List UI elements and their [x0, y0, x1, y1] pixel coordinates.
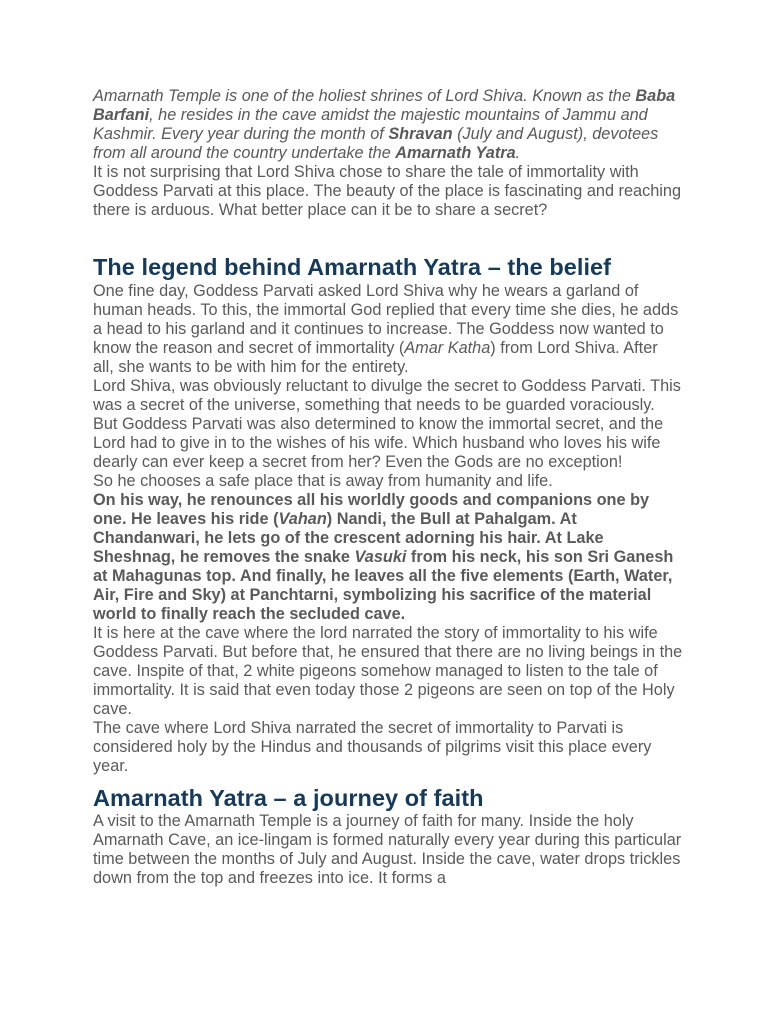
legend-p4-text-1: On his way, he renounces all his worldly goods and companions one by one. He leaves his ride ( [93, 491, 650, 528]
legend-p1-italic-amar-katha: Amar Katha [404, 339, 491, 357]
legend-paragraph-5: It is here at the cave where the lord narrated the story of immortality to his wife Goddess Parvati. But before that, he ensured that there are no living beings in the cave. Inspite of that, 2 white pigeons somehow managed to listen to the tale of immortality. It is said that even today those 2 pigeons are seen on top of the Holy cave. [93, 624, 683, 718]
intro-text-4: . [515, 144, 521, 162]
legend-p4-text-2: ) Nandi, the Bull at Pahalgam. At Chandanwari, he lets go of the crescent adorning his hair. At Lake Sheshnag, he removes the snake [93, 510, 604, 566]
legend-p4-text-3: from his neck, his son Sri Ganesh at Mahagunas top. And finally, he leaves all the five elements (Earth, Water, Air, Fire and Sky) at Panchtarni, symbolizing his sacrifice of the material world to finally reach the secluded cave. [93, 548, 674, 623]
legend-paragraph-journey [93, 491, 683, 624]
intro-text-3: (July and August), devotees from all around the country undertake the [93, 125, 659, 162]
section-heading-legend: The legend behind Amarnath Yatra – the belief [93, 254, 612, 280]
legend-p1-text-1: One fine day, Goddess Parvati asked Lord Shiva why he wears a garland of human heads. To this, the immortal God replied that every time she dies, he adds a head to his garland and it continues to increase. The Goddess now wanted to know the reason and secret of immortality ( [93, 282, 679, 357]
intro-bold-baba-barfani: Baba Barfani [93, 87, 676, 124]
legend-paragraph-3: So he chooses a safe place that is away from humanity and life. [93, 472, 553, 490]
intro-paragraph [93, 87, 683, 163]
section-heading-journey-of-faith: Amarnath Yatra – a journey of faith [93, 785, 484, 811]
intro-paragraph-2: It is not surprising that Lord Shiva chose to share the tale of immortality with Goddess Parvati at this place. The beauty of the place is fascinating and reaching there is arduous. What better place can it be to share a secret? [93, 163, 681, 219]
legend-paragraph-6: The cave where Lord Shiva narrated the secret of immortality to Parvati is considered holy by the Hindus and thousands of pilgrims visit this place every year. [93, 719, 652, 775]
legend-p4-italic-vahan: Vahan [278, 510, 327, 528]
intro-bold-amarnath-yatra: Amarnath Yatra [395, 144, 516, 162]
document-page [93, 87, 683, 888]
intro-text-2: , he resides in the cave amidst the majestic mountains of Jammu and Kashmir. Every year during the month of [93, 106, 648, 143]
legend-p1-text-2: ) from Lord Shiva. After all, she wants to be with him for the entirety. [93, 339, 658, 376]
intro-text-1: Amarnath Temple is one of the holiest shrines of Lord Shiva. Known as the [93, 87, 636, 105]
legend-p4-italic-vasuki: Vasuki [354, 548, 407, 566]
spacer [93, 220, 683, 239]
legend-paragraph-2: Lord Shiva, was obviously reluctant to divulge the secret to Goddess Parvati. This was a secret of the universe, something that needs to be guarded voraciously. But Goddess Parvati was also determined to know the immortal secret, and the Lord had to give in to the wishes of his wife. Which husband who loves his wife dearly can ever keep a secret from her? Even the Gods are no exception! [93, 377, 681, 471]
legend-paragraph-1 [93, 282, 683, 377]
intro-bold-shravan: Shravan [388, 125, 453, 143]
faith-paragraph-1: A visit to the Amarnath Temple is a journey of faith for many. Inside the holy Amarnath Cave, an ice-lingam is formed naturally every year during this particular time between the months of July and August. Inside the cave, water drops trickles down from the top and freezes into ice. It forms a [93, 812, 682, 887]
